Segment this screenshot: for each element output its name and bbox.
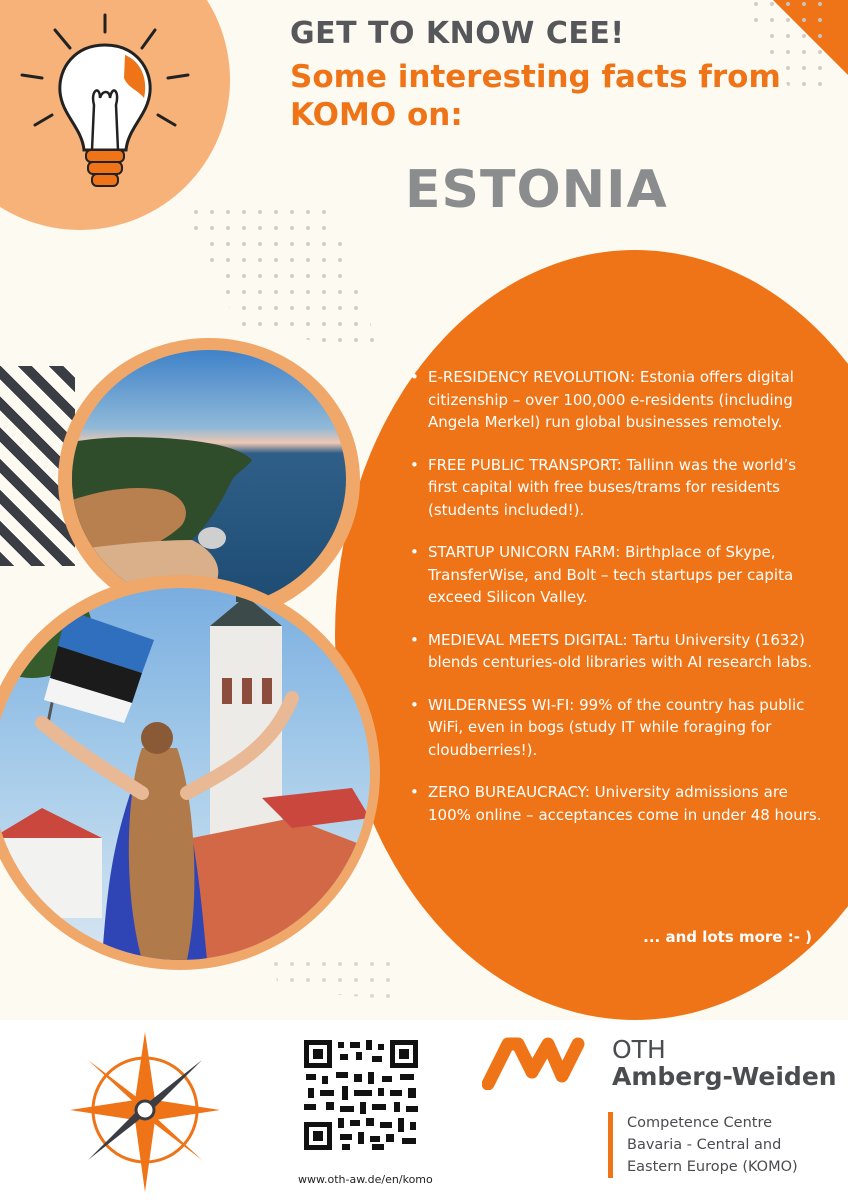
website-url[interactable]: www.oth-aw.de/en/komo [298,1173,433,1186]
country-title: ESTONIA [405,160,668,220]
fact-item: • STARTUP UNICORN FARM: Birthplace of Skype, TransferWise, and Bolt – tech startups per capita exceed Silicon Valley. [410,541,830,609]
fact-item: • FREE PUBLIC TRANSPORT: Tallinn was the world’s first capital with free buses/trams for residents (students included!). [410,454,830,522]
oth-logo-icon [482,1036,588,1090]
facts-list [410,366,830,846]
oth-name-line1: OTH [612,1035,666,1064]
qr-code-icon[interactable] [302,1038,420,1152]
compass-rose-icon [68,1030,223,1195]
centre-accent-bar [608,1112,613,1178]
fact-item: • WILDERNESS WI-FI: 99% of the country has public WiFi, even in bogs (study IT while foraging for cloudberries!). [410,694,830,762]
fact-item: • ZERO BUREAUCRACY: University admissions are 100% online – acceptances come in under 48 hours. [410,781,830,826]
header-line2: Some interesting facts from KOMO on: [290,59,781,133]
centre-line2: Bavaria - Central and [627,1137,782,1153]
competence-centre-text [627,1112,798,1178]
oth-name-line2: Amberg-Weiden [612,1062,837,1091]
coast-photo [72,350,346,608]
fact-item: • E-RESIDENCY REVOLUTION: Estonia offers digital citizenship – over 100,000 e-residents (including Angela Merkel) run global businesses remotely. [410,366,830,434]
fact-item: • MEDIEVAL MEETS DIGITAL: Tartu University (1632) blends centuries-old libraries with AI research labs. [410,629,830,674]
light-bulb-icon [20,10,200,200]
centre-line1: Competence Centre [627,1115,773,1131]
header-line1: GET TO KNOW CEE! [290,16,625,51]
centre-line3: Eastern Europe (KOMO) [627,1159,798,1175]
flag-photo [0,588,370,960]
more-text: ... and lots more :- ) [643,928,812,946]
